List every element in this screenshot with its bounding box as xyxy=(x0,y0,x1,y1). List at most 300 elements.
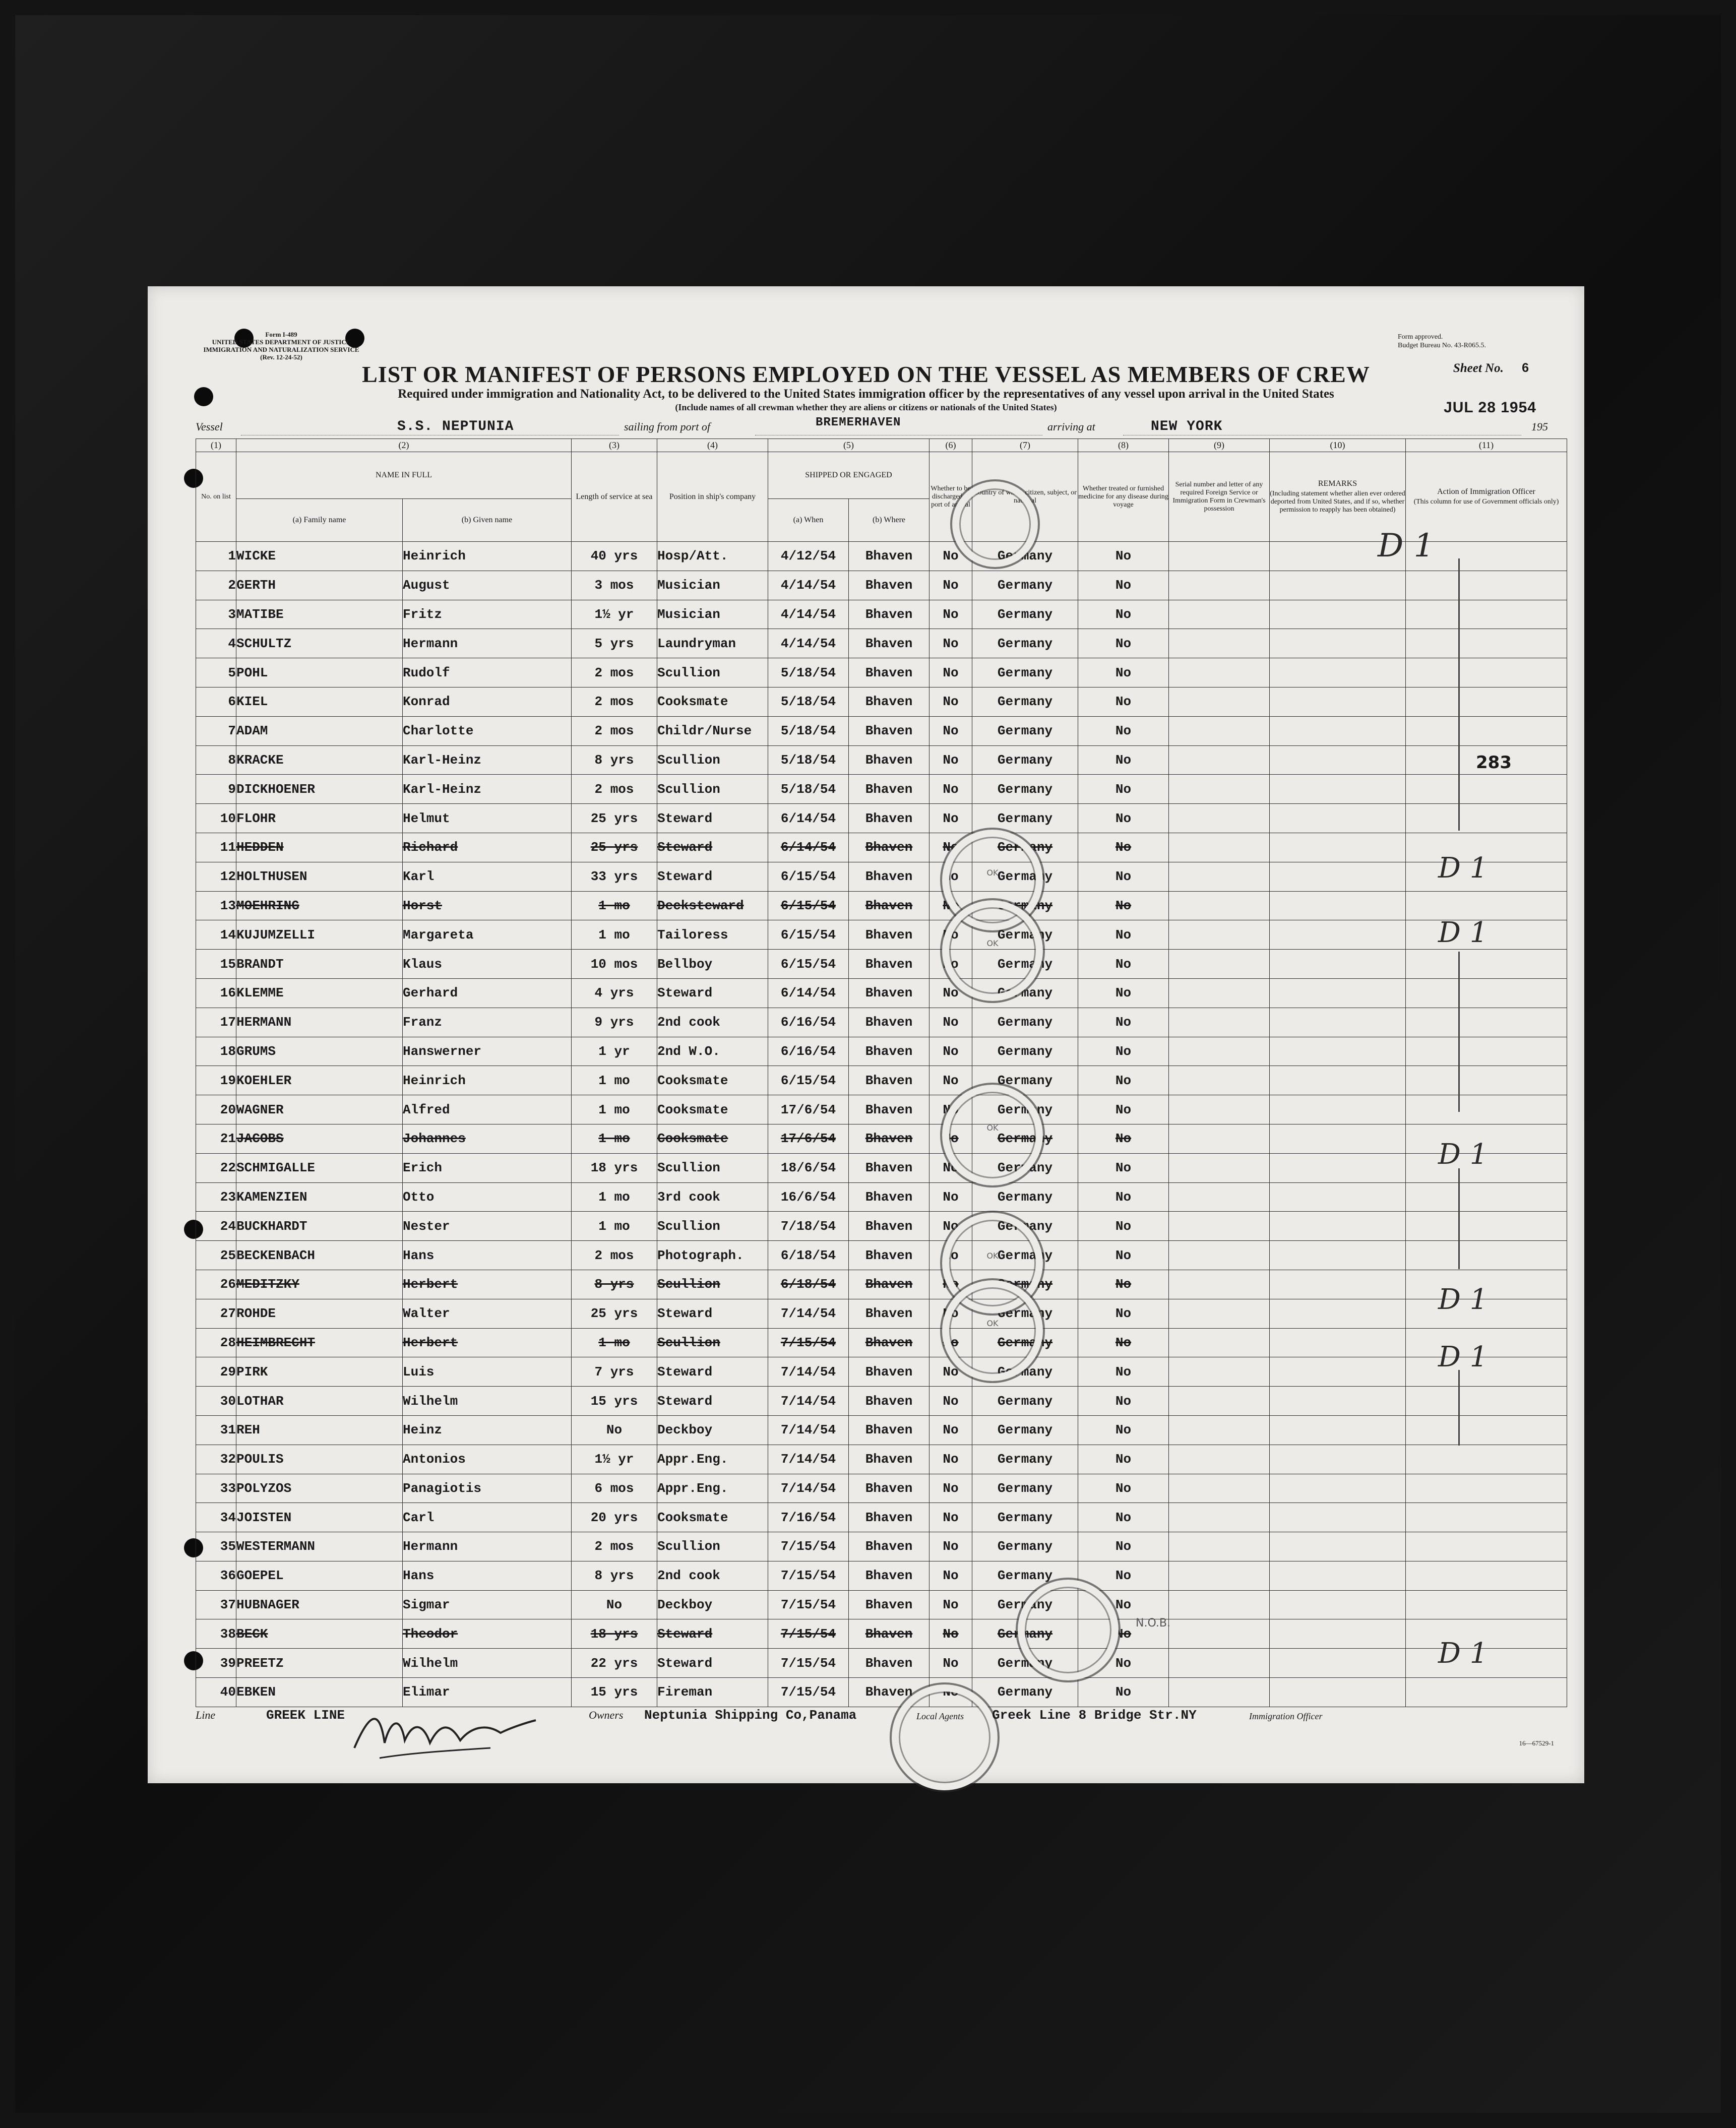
agents-label: Local Agents xyxy=(916,1711,964,1721)
treated-flag: No xyxy=(1078,1532,1169,1561)
engaged-date: 4/14/54 xyxy=(768,571,849,600)
remarks-cell xyxy=(1270,1008,1406,1037)
engaged-port: Bhaven xyxy=(849,1037,929,1066)
crew-row xyxy=(196,1037,1567,1066)
serial-number-cell xyxy=(1169,1619,1270,1649)
given-name: Herbert xyxy=(403,1328,572,1357)
bracket-line xyxy=(1458,1168,1460,1269)
header-action-title: Action of Immigration Officer xyxy=(1437,487,1535,496)
family-name: JOISTEN xyxy=(236,1503,403,1532)
handwritten-count: 283 xyxy=(1476,753,1512,773)
engaged-port: Bhaven xyxy=(849,1561,929,1590)
owners-value: Neptunia Shipping Co,Panama xyxy=(644,1708,857,1723)
service-length: 2 mos xyxy=(572,716,657,745)
given-name: Hermann xyxy=(403,629,572,658)
crew-row xyxy=(196,862,1567,891)
remarks-cell xyxy=(1270,1619,1406,1649)
engaged-date: 6/15/54 xyxy=(768,862,849,891)
citizenship: Germany xyxy=(972,1619,1078,1649)
serial-number-cell xyxy=(1169,1503,1270,1532)
treated-flag: No xyxy=(1078,1212,1169,1241)
form-number: Form I-489 xyxy=(265,331,297,338)
serial-number-cell xyxy=(1169,920,1270,950)
crew-row xyxy=(196,1153,1567,1182)
given-name: August xyxy=(403,571,572,600)
crew-number: 36 xyxy=(196,1561,236,1590)
family-name: SCHULTZ xyxy=(236,629,403,658)
vessel-label: Vessel xyxy=(196,420,223,433)
action-cell xyxy=(1406,1037,1567,1066)
crew-row xyxy=(196,1124,1567,1153)
crew-number: 27 xyxy=(196,1299,236,1328)
remarks-cell xyxy=(1270,687,1406,716)
service-length: 25 yrs xyxy=(572,833,657,862)
crew-number: 35 xyxy=(196,1532,236,1561)
header-name-in-full: NAME IN FULL xyxy=(236,452,572,499)
family-name: PREETZ xyxy=(236,1649,403,1678)
header-action-note: (This column for use of Government officials only) xyxy=(1413,497,1559,506)
action-cell xyxy=(1406,1066,1567,1095)
family-name: PIRK xyxy=(236,1357,403,1387)
position: Cooksmate xyxy=(657,1124,768,1153)
position: Scullion xyxy=(657,1328,768,1357)
column-number: (3) xyxy=(572,439,657,452)
sheet-number: 6 xyxy=(1522,361,1529,375)
engaged-port: Bhaven xyxy=(849,1532,929,1561)
remarks-cell xyxy=(1270,1590,1406,1619)
citizenship: Germany xyxy=(972,1270,1078,1299)
family-name: SCHMIGALLE xyxy=(236,1153,403,1182)
serial-number-cell xyxy=(1169,1415,1270,1445)
family-name: HEIMBRECHT xyxy=(236,1328,403,1357)
citizenship: Germany xyxy=(972,920,1078,950)
discharged-flag: No xyxy=(929,1212,972,1241)
given-name: Elimar xyxy=(403,1678,572,1707)
remarks-cell xyxy=(1270,1270,1406,1299)
crew-number: 23 xyxy=(196,1182,236,1212)
consulate-stamp: OK xyxy=(940,1278,1045,1383)
header-where: (b) Where xyxy=(849,499,929,542)
remarks-cell xyxy=(1270,1561,1406,1590)
citizenship: Germany xyxy=(972,1474,1078,1503)
action-cell xyxy=(1406,775,1567,804)
engaged-port: Bhaven xyxy=(849,1415,929,1445)
remarks-cell xyxy=(1270,716,1406,745)
position: Cooksmate xyxy=(657,1066,768,1095)
action-mark: D 1 xyxy=(1438,916,1488,949)
position: Musician xyxy=(657,571,768,600)
service-length: 40 yrs xyxy=(572,542,657,571)
serial-number-cell xyxy=(1169,1212,1270,1241)
engaged-date: 7/14/54 xyxy=(768,1299,849,1328)
serial-number-cell xyxy=(1169,1387,1270,1416)
engaged-date: 6/16/54 xyxy=(768,1037,849,1066)
action-cell xyxy=(1406,1445,1567,1474)
crew-number: 26 xyxy=(196,1270,236,1299)
serial-number-cell xyxy=(1169,716,1270,745)
family-name: WESTERMANN xyxy=(236,1532,403,1561)
serial-number-cell xyxy=(1169,775,1270,804)
treated-flag: No xyxy=(1078,804,1169,833)
action-cell xyxy=(1406,687,1567,716)
position: Appr.Eng. xyxy=(657,1445,768,1474)
citizenship: Germany xyxy=(972,716,1078,745)
treated-flag: No xyxy=(1078,1590,1169,1619)
discharged-flag: No xyxy=(929,1124,972,1153)
action-cell xyxy=(1406,1503,1567,1532)
serial-number-cell xyxy=(1169,833,1270,862)
crew-number: 3 xyxy=(196,600,236,629)
engaged-port: Bhaven xyxy=(849,716,929,745)
engaged-date: 17/6/54 xyxy=(768,1095,849,1124)
treated-flag: No xyxy=(1078,716,1169,745)
family-name: GERTH xyxy=(236,571,403,600)
header-treated: Whether treated or furnished medicine for any disease during voyage xyxy=(1078,452,1169,542)
treated-flag: No xyxy=(1078,542,1169,571)
discharged-flag: No xyxy=(929,1387,972,1416)
remarks-cell xyxy=(1270,804,1406,833)
column-number: (8) xyxy=(1078,439,1169,452)
bracket-line xyxy=(1458,558,1460,831)
given-name: Wilhelm xyxy=(403,1387,572,1416)
treated-flag: No xyxy=(1078,1561,1169,1590)
crew-number: 4 xyxy=(196,629,236,658)
citizenship: Germany xyxy=(972,804,1078,833)
serial-number-cell xyxy=(1169,1153,1270,1182)
engaged-port: Bhaven xyxy=(849,571,929,600)
position: Cooksmate xyxy=(657,1503,768,1532)
engaged-date: 7/14/54 xyxy=(768,1474,849,1503)
family-name: HOLTHUSEN xyxy=(236,862,403,891)
position: Steward xyxy=(657,1299,768,1328)
crew-number: 2 xyxy=(196,571,236,600)
treated-flag: No xyxy=(1078,1153,1169,1182)
engaged-port: Bhaven xyxy=(849,833,929,862)
discharged-flag: No xyxy=(929,1008,972,1037)
crew-row xyxy=(196,687,1567,716)
crew-row xyxy=(196,716,1567,745)
serial-number-cell xyxy=(1169,1037,1270,1066)
remarks-cell xyxy=(1270,891,1406,920)
discharged-flag: No xyxy=(929,1415,972,1445)
action-mark: D 1 xyxy=(1438,1138,1488,1171)
discharged-flag: No xyxy=(929,600,972,629)
header-shipped-or-engaged: SHIPPED OR ENGAGED xyxy=(768,452,929,499)
serial-number-cell xyxy=(1169,600,1270,629)
serial-number-cell xyxy=(1169,1357,1270,1387)
treated-flag: No xyxy=(1078,833,1169,862)
family-name: KAMENZIEN xyxy=(236,1182,403,1212)
header-serial-number: Serial number and letter of any required Foreign Service or Immigration Form in Crewman's possession xyxy=(1169,452,1270,542)
discharged-flag: No xyxy=(929,1561,972,1590)
header-position: Position in ship's company xyxy=(657,452,768,542)
family-name: KRACKE xyxy=(236,745,403,775)
engaged-port: Bhaven xyxy=(849,658,929,687)
service-length: 25 yrs xyxy=(572,804,657,833)
discharged-flag: No xyxy=(929,1474,972,1503)
crew-row xyxy=(196,745,1567,775)
serial-number-cell xyxy=(1169,950,1270,979)
engaged-port: Bhaven xyxy=(849,1182,929,1212)
service-length: 2 mos xyxy=(572,1241,657,1270)
position: Steward xyxy=(657,1649,768,1678)
family-name: EBKEN xyxy=(236,1678,403,1707)
position: Appr.Eng. xyxy=(657,1474,768,1503)
remarks-cell xyxy=(1270,1649,1406,1678)
action-cell xyxy=(1406,1561,1567,1590)
column-number-row xyxy=(196,439,1567,452)
remarks-cell xyxy=(1270,1445,1406,1474)
remarks-cell xyxy=(1270,1357,1406,1387)
service-length: 25 yrs xyxy=(572,1299,657,1328)
subtitle-note: (Include names of all crewman whether they are aliens or citizens or nationals of the United States) xyxy=(675,402,1057,412)
engaged-date: 5/18/54 xyxy=(768,775,849,804)
action-cell xyxy=(1406,1415,1567,1445)
crew-row xyxy=(196,950,1567,979)
engaged-date: 7/14/54 xyxy=(768,1357,849,1387)
service-length: No xyxy=(572,1415,657,1445)
given-name: Theodor xyxy=(403,1619,572,1649)
serial-number-cell xyxy=(1169,1474,1270,1503)
crew-row xyxy=(196,600,1567,629)
remarks-cell xyxy=(1270,1241,1406,1270)
manifest-sheet xyxy=(148,286,1584,1783)
service-length: 2 mos xyxy=(572,687,657,716)
citizenship: Germany xyxy=(972,1212,1078,1241)
serial-number-cell xyxy=(1169,1008,1270,1037)
crew-number: 25 xyxy=(196,1241,236,1270)
citizenship: Germany xyxy=(972,833,1078,862)
engaged-date: 4/12/54 xyxy=(768,542,849,571)
column-number: (11) xyxy=(1406,439,1567,452)
engaged-date: 7/14/54 xyxy=(768,1415,849,1445)
position: Scullion xyxy=(657,658,768,687)
discharged-flag: No xyxy=(929,629,972,658)
position: 2nd cook xyxy=(657,1561,768,1590)
given-name: Panagiotis xyxy=(403,1474,572,1503)
action-cell xyxy=(1406,1590,1567,1619)
given-name: Karl-Heinz xyxy=(403,775,572,804)
crew-row xyxy=(196,571,1567,600)
departure-port: BREMERHAVEN xyxy=(816,416,901,429)
discharged-flag: No xyxy=(929,1153,972,1182)
position: 3rd cook xyxy=(657,1182,768,1212)
action-cell xyxy=(1406,1241,1567,1270)
serial-number-cell xyxy=(1169,658,1270,687)
action-mark: D 1 xyxy=(1438,852,1488,885)
discharged-flag: No xyxy=(929,775,972,804)
header-discharged: Whether to be discharged at port of arrival xyxy=(929,452,972,542)
engaged-port: Bhaven xyxy=(849,1328,929,1357)
remarks-cell xyxy=(1270,862,1406,891)
service-length: 1½ yr xyxy=(572,600,657,629)
citizenship: Germany xyxy=(972,1008,1078,1037)
vessel-name: S.S. NEPTUNIA xyxy=(397,419,514,434)
engaged-date: 7/15/54 xyxy=(768,1649,849,1678)
discharged-flag: No xyxy=(929,804,972,833)
remarks-cell xyxy=(1270,1299,1406,1328)
discharged-flag: No xyxy=(929,1182,972,1212)
treated-flag: No xyxy=(1078,687,1169,716)
citizenship: Germany xyxy=(972,1124,1078,1153)
engaged-port: Bhaven xyxy=(849,1445,929,1474)
crew-number: 21 xyxy=(196,1124,236,1153)
action-cell xyxy=(1406,1387,1567,1416)
treated-flag: No xyxy=(1078,658,1169,687)
remarks-cell xyxy=(1270,1387,1406,1416)
position: Steward xyxy=(657,862,768,891)
service-length: 1 mo xyxy=(572,1095,657,1124)
discharged-flag: No xyxy=(929,1649,972,1678)
family-name: BRANDT xyxy=(236,950,403,979)
family-name: BUCKHARDT xyxy=(236,1212,403,1241)
citizenship: Germany xyxy=(972,891,1078,920)
treated-flag: No xyxy=(1078,629,1169,658)
engaged-date: 4/14/54 xyxy=(768,629,849,658)
given-name: Helmut xyxy=(403,804,572,833)
service-length: 8 yrs xyxy=(572,1270,657,1299)
crew-row xyxy=(196,1008,1567,1037)
remarks-cell xyxy=(1270,950,1406,979)
service-length: 3 mos xyxy=(572,571,657,600)
treated-flag: No xyxy=(1078,1299,1169,1328)
engaged-port: Bhaven xyxy=(849,1008,929,1037)
engaged-date: 16/6/54 xyxy=(768,1182,849,1212)
engaged-port: Bhaven xyxy=(849,629,929,658)
treated-flag: No xyxy=(1078,862,1169,891)
serial-number-cell xyxy=(1169,1066,1270,1095)
position: Hosp/Att. xyxy=(657,542,768,571)
crew-number: 19 xyxy=(196,1066,236,1095)
given-name: Wilhelm xyxy=(403,1649,572,1678)
family-name: ROHDE xyxy=(236,1299,403,1328)
given-name: Gerhard xyxy=(403,978,572,1008)
engaged-date: 6/15/54 xyxy=(768,920,849,950)
crew-number: 32 xyxy=(196,1445,236,1474)
citizenship: Germany xyxy=(972,542,1078,571)
crew-row xyxy=(196,1415,1567,1445)
serial-number-cell xyxy=(1169,1241,1270,1270)
serial-number-cell xyxy=(1169,1270,1270,1299)
crew-number: 8 xyxy=(196,745,236,775)
budget-bureau-number: Budget Bureau No. 43-R065.5. xyxy=(1398,342,1486,349)
discharged-flag: No xyxy=(929,862,972,891)
sailing-label: sailing from port of xyxy=(624,420,710,433)
given-name: Charlotte xyxy=(403,716,572,745)
crew-number: 22 xyxy=(196,1153,236,1182)
position: Childr/Nurse xyxy=(657,716,768,745)
approval-line: Form approved. xyxy=(1398,333,1443,341)
family-name: MATIBE xyxy=(236,600,403,629)
page-title: LIST OR MANIFEST OF PERSONS EMPLOYED ON THE VESSEL AS MEMBERS OF CREW xyxy=(362,361,1370,387)
family-name: MOEHRING xyxy=(236,891,403,920)
given-name: Hans xyxy=(403,1561,572,1590)
service-length: 33 yrs xyxy=(572,862,657,891)
engaged-port: Bhaven xyxy=(849,1095,929,1124)
citizenship: Germany xyxy=(972,1357,1078,1387)
crew-number: 5 xyxy=(196,658,236,687)
position: Steward xyxy=(657,1619,768,1649)
column-number: (10) xyxy=(1270,439,1406,452)
crew-manifest-table xyxy=(196,439,1567,1707)
serial-number-cell xyxy=(1169,1095,1270,1124)
position: Steward xyxy=(657,978,768,1008)
column-number: (7) xyxy=(972,439,1078,452)
service-length: 22 yrs xyxy=(572,1649,657,1678)
position: Cooksmate xyxy=(657,1095,768,1124)
service-length: 7 yrs xyxy=(572,1357,657,1387)
engaged-date: 17/6/54 xyxy=(768,1124,849,1153)
given-name: Heinrich xyxy=(403,1066,572,1095)
treated-flag: No xyxy=(1078,1037,1169,1066)
engaged-date: 7/15/54 xyxy=(768,1678,849,1707)
discharged-flag: No xyxy=(929,745,972,775)
remarks-cell xyxy=(1270,745,1406,775)
given-name: Horst xyxy=(403,891,572,920)
crew-table-body xyxy=(196,542,1567,1707)
approval-block xyxy=(1398,333,1549,350)
citizenship: Germany xyxy=(972,629,1078,658)
header-when: (a) When xyxy=(768,499,849,542)
crew-number: 12 xyxy=(196,862,236,891)
engaged-port: Bhaven xyxy=(849,920,929,950)
family-name: LOTHAR xyxy=(236,1387,403,1416)
service-length: 1 mo xyxy=(572,920,657,950)
engaged-date: 6/14/54 xyxy=(768,833,849,862)
serial-number-cell xyxy=(1169,1445,1270,1474)
serial-number-cell xyxy=(1169,1590,1270,1619)
engaged-date: 6/18/54 xyxy=(768,1270,849,1299)
action-cell xyxy=(1406,600,1567,629)
service-length: 2 mos xyxy=(572,775,657,804)
serial-number-cell xyxy=(1169,1182,1270,1212)
family-name: MEDITZKY xyxy=(236,1270,403,1299)
remarks-cell xyxy=(1270,600,1406,629)
discharged-flag: No xyxy=(929,1066,972,1095)
given-name: Rudolf xyxy=(403,658,572,687)
crew-row xyxy=(196,1241,1567,1270)
family-name: GOEPEL xyxy=(236,1561,403,1590)
service-length: 1 yr xyxy=(572,1037,657,1066)
crew-row xyxy=(196,1328,1567,1357)
given-name: Heinrich xyxy=(403,542,572,571)
revision-date: (Rev. 12-24-52) xyxy=(260,353,302,361)
treated-flag: No xyxy=(1078,571,1169,600)
discharged-flag: No xyxy=(929,1619,972,1649)
crew-row xyxy=(196,891,1567,920)
line-value: GREEK LINE xyxy=(266,1708,345,1723)
treated-flag: No xyxy=(1078,978,1169,1008)
remarks-cell xyxy=(1270,1415,1406,1445)
given-name: Otto xyxy=(403,1182,572,1212)
treated-flag: No xyxy=(1078,920,1169,950)
crew-number: 13 xyxy=(196,891,236,920)
crew-row xyxy=(196,833,1567,862)
crew-number: 37 xyxy=(196,1590,236,1619)
discharged-flag: No xyxy=(929,1532,972,1561)
crew-number: 40 xyxy=(196,1678,236,1707)
position: Deckboy xyxy=(657,1590,768,1619)
treated-flag: No xyxy=(1078,1445,1169,1474)
position: Fireman xyxy=(657,1678,768,1707)
arriving-label: arriving at xyxy=(1047,420,1095,433)
position: Tailoress xyxy=(657,920,768,950)
discharged-flag: No xyxy=(929,687,972,716)
engaged-port: Bhaven xyxy=(849,1357,929,1387)
header-length-of-service: Length of service at sea xyxy=(572,452,657,542)
action-cell xyxy=(1406,716,1567,745)
service-length: 20 yrs xyxy=(572,1503,657,1532)
